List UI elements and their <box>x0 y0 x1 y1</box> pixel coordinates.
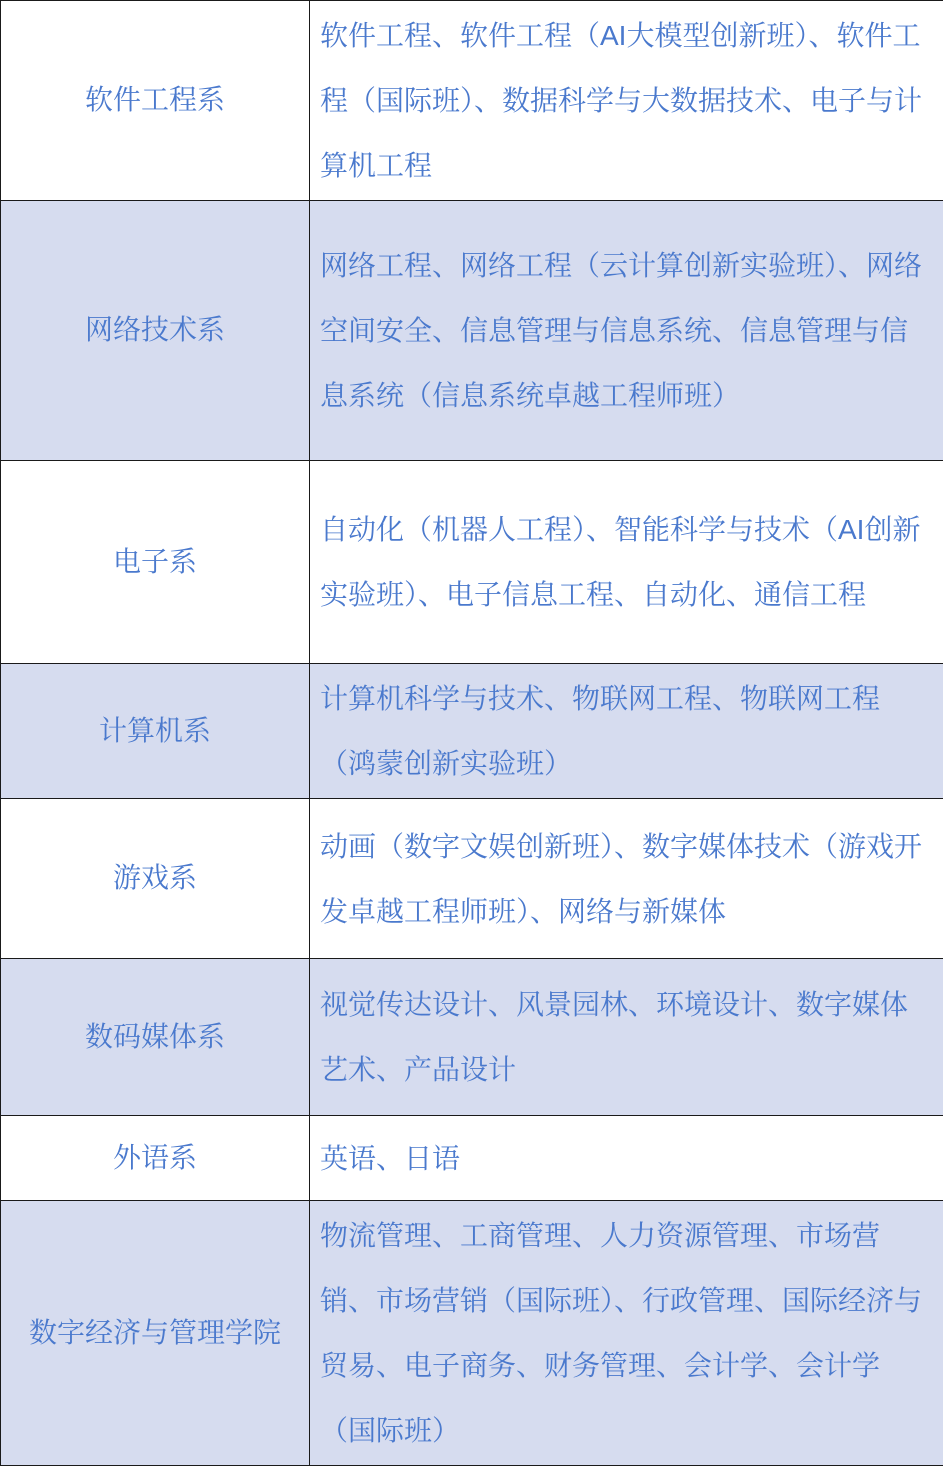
department-cell: 计算机系 <box>1 664 310 799</box>
majors-cell: 计算机科学与技术、物联网工程、物联网工程（鸿蒙创新实验班） <box>310 664 943 799</box>
majors-cell: 软件工程、软件工程（AI大模型创新班）、软件工程（国际班）、数据科学与大数据技术、电子与计算机工程 <box>310 1 943 201</box>
table-row <box>1 664 943 799</box>
majors-cell: 动画（数字文娱创新班）、数字媒体技术（游戏开发卓越工程师班）、网络与新媒体 <box>310 799 943 959</box>
department-cell: 数码媒体系 <box>1 959 310 1116</box>
majors-cell: 网络工程、网络工程（云计算创新实验班）、网络空间安全、信息管理与信息系统、信息管理与信息系统（信息系统卓越工程师班） <box>310 201 943 461</box>
majors-cell: 英语、日语 <box>310 1116 943 1201</box>
department-cell: 软件工程系 <box>1 1 310 201</box>
majors-cell: 自动化（机器人工程）、智能科学与技术（AI创新实验班）、电子信息工程、自动化、通信工程 <box>310 461 943 664</box>
department-cell: 电子系 <box>1 461 310 664</box>
table-row <box>1 1 943 201</box>
department-cell: 外语系 <box>1 1116 310 1201</box>
department-cell: 游戏系 <box>1 799 310 959</box>
table-row <box>1 959 943 1116</box>
table-row <box>1 1116 943 1201</box>
majors-cell: 视觉传达设计、风景园林、环境设计、数字媒体艺术、产品设计 <box>310 959 943 1116</box>
table-row <box>1 799 943 959</box>
majors-cell: 物流管理、工商管理、人力资源管理、市场营销、市场营销（国际班）、行政管理、国际经济与贸易、电子商务、财务管理、会计学、会计学（国际班） <box>310 1201 943 1466</box>
majors-table-body <box>1 1 943 1466</box>
table-row <box>1 1201 943 1466</box>
department-cell: 网络技术系 <box>1 201 310 461</box>
table-row <box>1 461 943 664</box>
department-cell: 数字经济与管理学院 <box>1 1201 310 1466</box>
table-row <box>1 201 943 461</box>
